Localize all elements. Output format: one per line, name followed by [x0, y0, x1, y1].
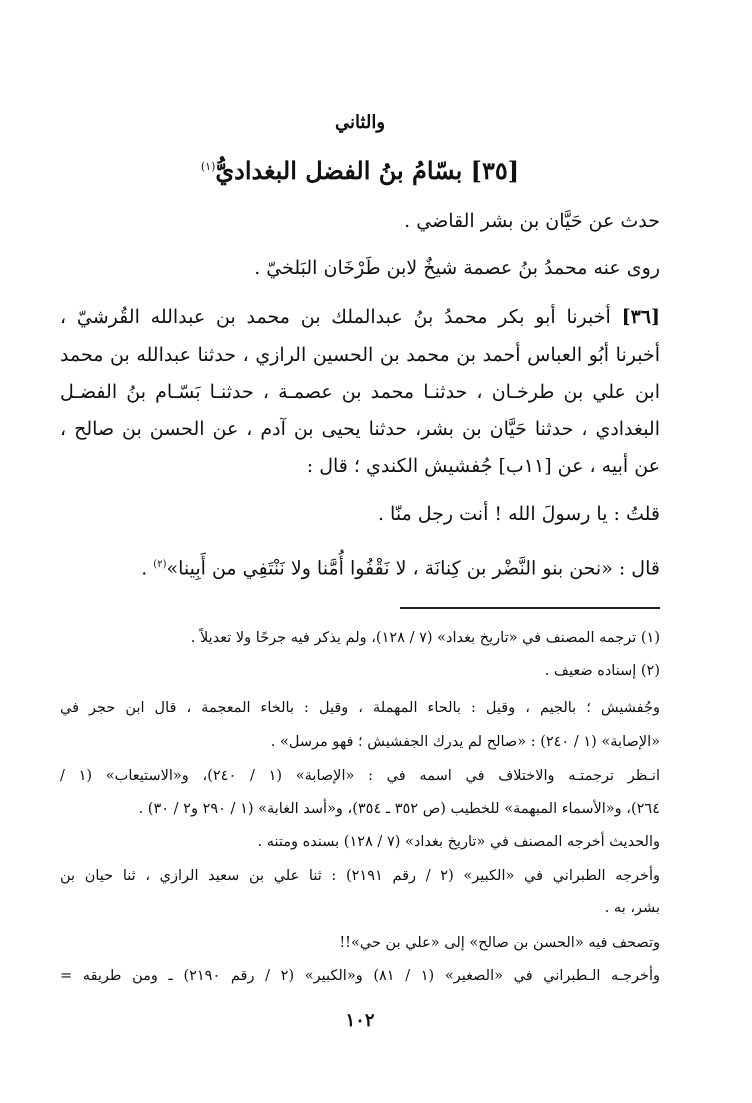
entry-heading-text: [٣٥] بسّامُ بنُ الفضل البغداديُّ	[215, 156, 520, 185]
hadith-number: [٣٦]	[621, 306, 660, 328]
hadith-line-4: البغدادي ، حدثنا حَيَّان بن بشر، حدثنا يحيى بن آدم ، عن الحسن بن صالح ،	[60, 418, 660, 440]
footnote-line-3: وجُفشيش ؛ بالجيم ، وقيل : بالحاء المهملة ، وقيل : بالخاء المعجمة ، قال ابن حجر في	[60, 700, 660, 716]
footnote-line-9: بشر، به .	[604, 900, 660, 916]
entry-heading	[60, 150, 660, 188]
hadith-line-5: عن أبيه ، عن [١١ب] جُفشيش الكندي ؛ قال :	[306, 455, 660, 477]
footnote-line-4: «الإصابة» (١ / ٢٤٠) : «صالح لم يدرك الجفشيش ؛ فهو مرسل» .	[270, 734, 660, 750]
dialogue-line-2-text: قال : «نحن بنو النَّضْر بن كِنانَة ، لا نَقْفُوا أُمَّنا ولا نَنْتَفِي من أَبِينا»	[166, 557, 660, 580]
entry-line-2: روى عنه محمدُ بنُ عصمة شيخٌ لابن طَرْخَان البَلخيّ .	[254, 257, 660, 279]
dialogue-line-1: قلتُ : يا رسولَ الله ! أنت رجل منّا .	[377, 503, 660, 525]
footnote-line-11: وأخرجـه الـطبراني في «الصغير» (١ / ٨١) و«الكبير» (٢ / رقم ٢١٩٠) ـ ومن طريقه =	[60, 968, 661, 984]
footnote-2: (٢) إسناده ضعيف .	[544, 663, 660, 679]
book-page	[60, 0, 660, 1103]
footnote-marker-1: (١)	[200, 160, 216, 173]
footnote-line-10: وتصحف فيه «الحسن بن صالح» إلى «علي بن حي»!!	[339, 935, 660, 951]
footnote-line-6: ٢٦٤)، و«الأسماء المبهمة» للخطيب (ص ٣٥٢ ـ ٣٥٤)، و«أسد الغابة» (١ / ٢٩٠ و٢ / ٣٠) .	[138, 801, 660, 817]
footnote-line-5: انـظر ترجمتـه والاختلاف في اسمه في : «الإصابة» (١ / ٢٤٠)، و«الاستيعاب» (١ /	[60, 768, 660, 784]
footnote-line-7: والحديث أخرجه المصنف في «تاريخ بغداد» (٧ / ١٢٨) بسنده ومتنه .	[257, 834, 660, 850]
hadith-line-1-text: أخبرنا أبو بكر محمدُ بنُ عبدالملك بن محمد بن عبدالله القُرشيّ ،	[60, 306, 611, 328]
section-label: والثاني	[334, 112, 386, 133]
entry-line-1: حدث عن حَيَّان بن بشر القاضي .	[404, 210, 660, 232]
page-number: ١٠٢	[345, 1010, 375, 1031]
hadith-line-3: ابن علي بن طرخـان ، حدثنـا محمد بن عصمـة ، حدثنـا بَسّـام بنُ الفضـل	[60, 381, 660, 403]
hadith-line-2: أخبرنا أبُو العباس أحمد بن محمد بن الحسين الرازي ، حدثنا عبدالله بن محمد	[60, 344, 660, 366]
footnote-line-8: وأخرجه الطبراني في «الكبير» (٢ / رقم ٢١٩١) : ثنا علي بن سعيد الرازي ، ثنا حيان بن	[60, 868, 660, 884]
footnote-marker-2: (٢)	[153, 559, 167, 570]
footnote-1: (١) ترجمه المصنف في «تاريخ بغداد» (٧ / ١٢٨)، ولم يذكر فيه جرحًا ولا تعديلاً .	[190, 630, 660, 646]
footnote-divider	[400, 607, 660, 609]
dialogue-line-2: قال : «نحن بنو النَّضْر بن كِنانَة ، لا نَقْفُوا أُمَّنا ولا نَنْتَفِي من أَبِينا»$^{(٢)}$ .	[141, 557, 660, 580]
hadith-line-1	[60, 303, 660, 331]
